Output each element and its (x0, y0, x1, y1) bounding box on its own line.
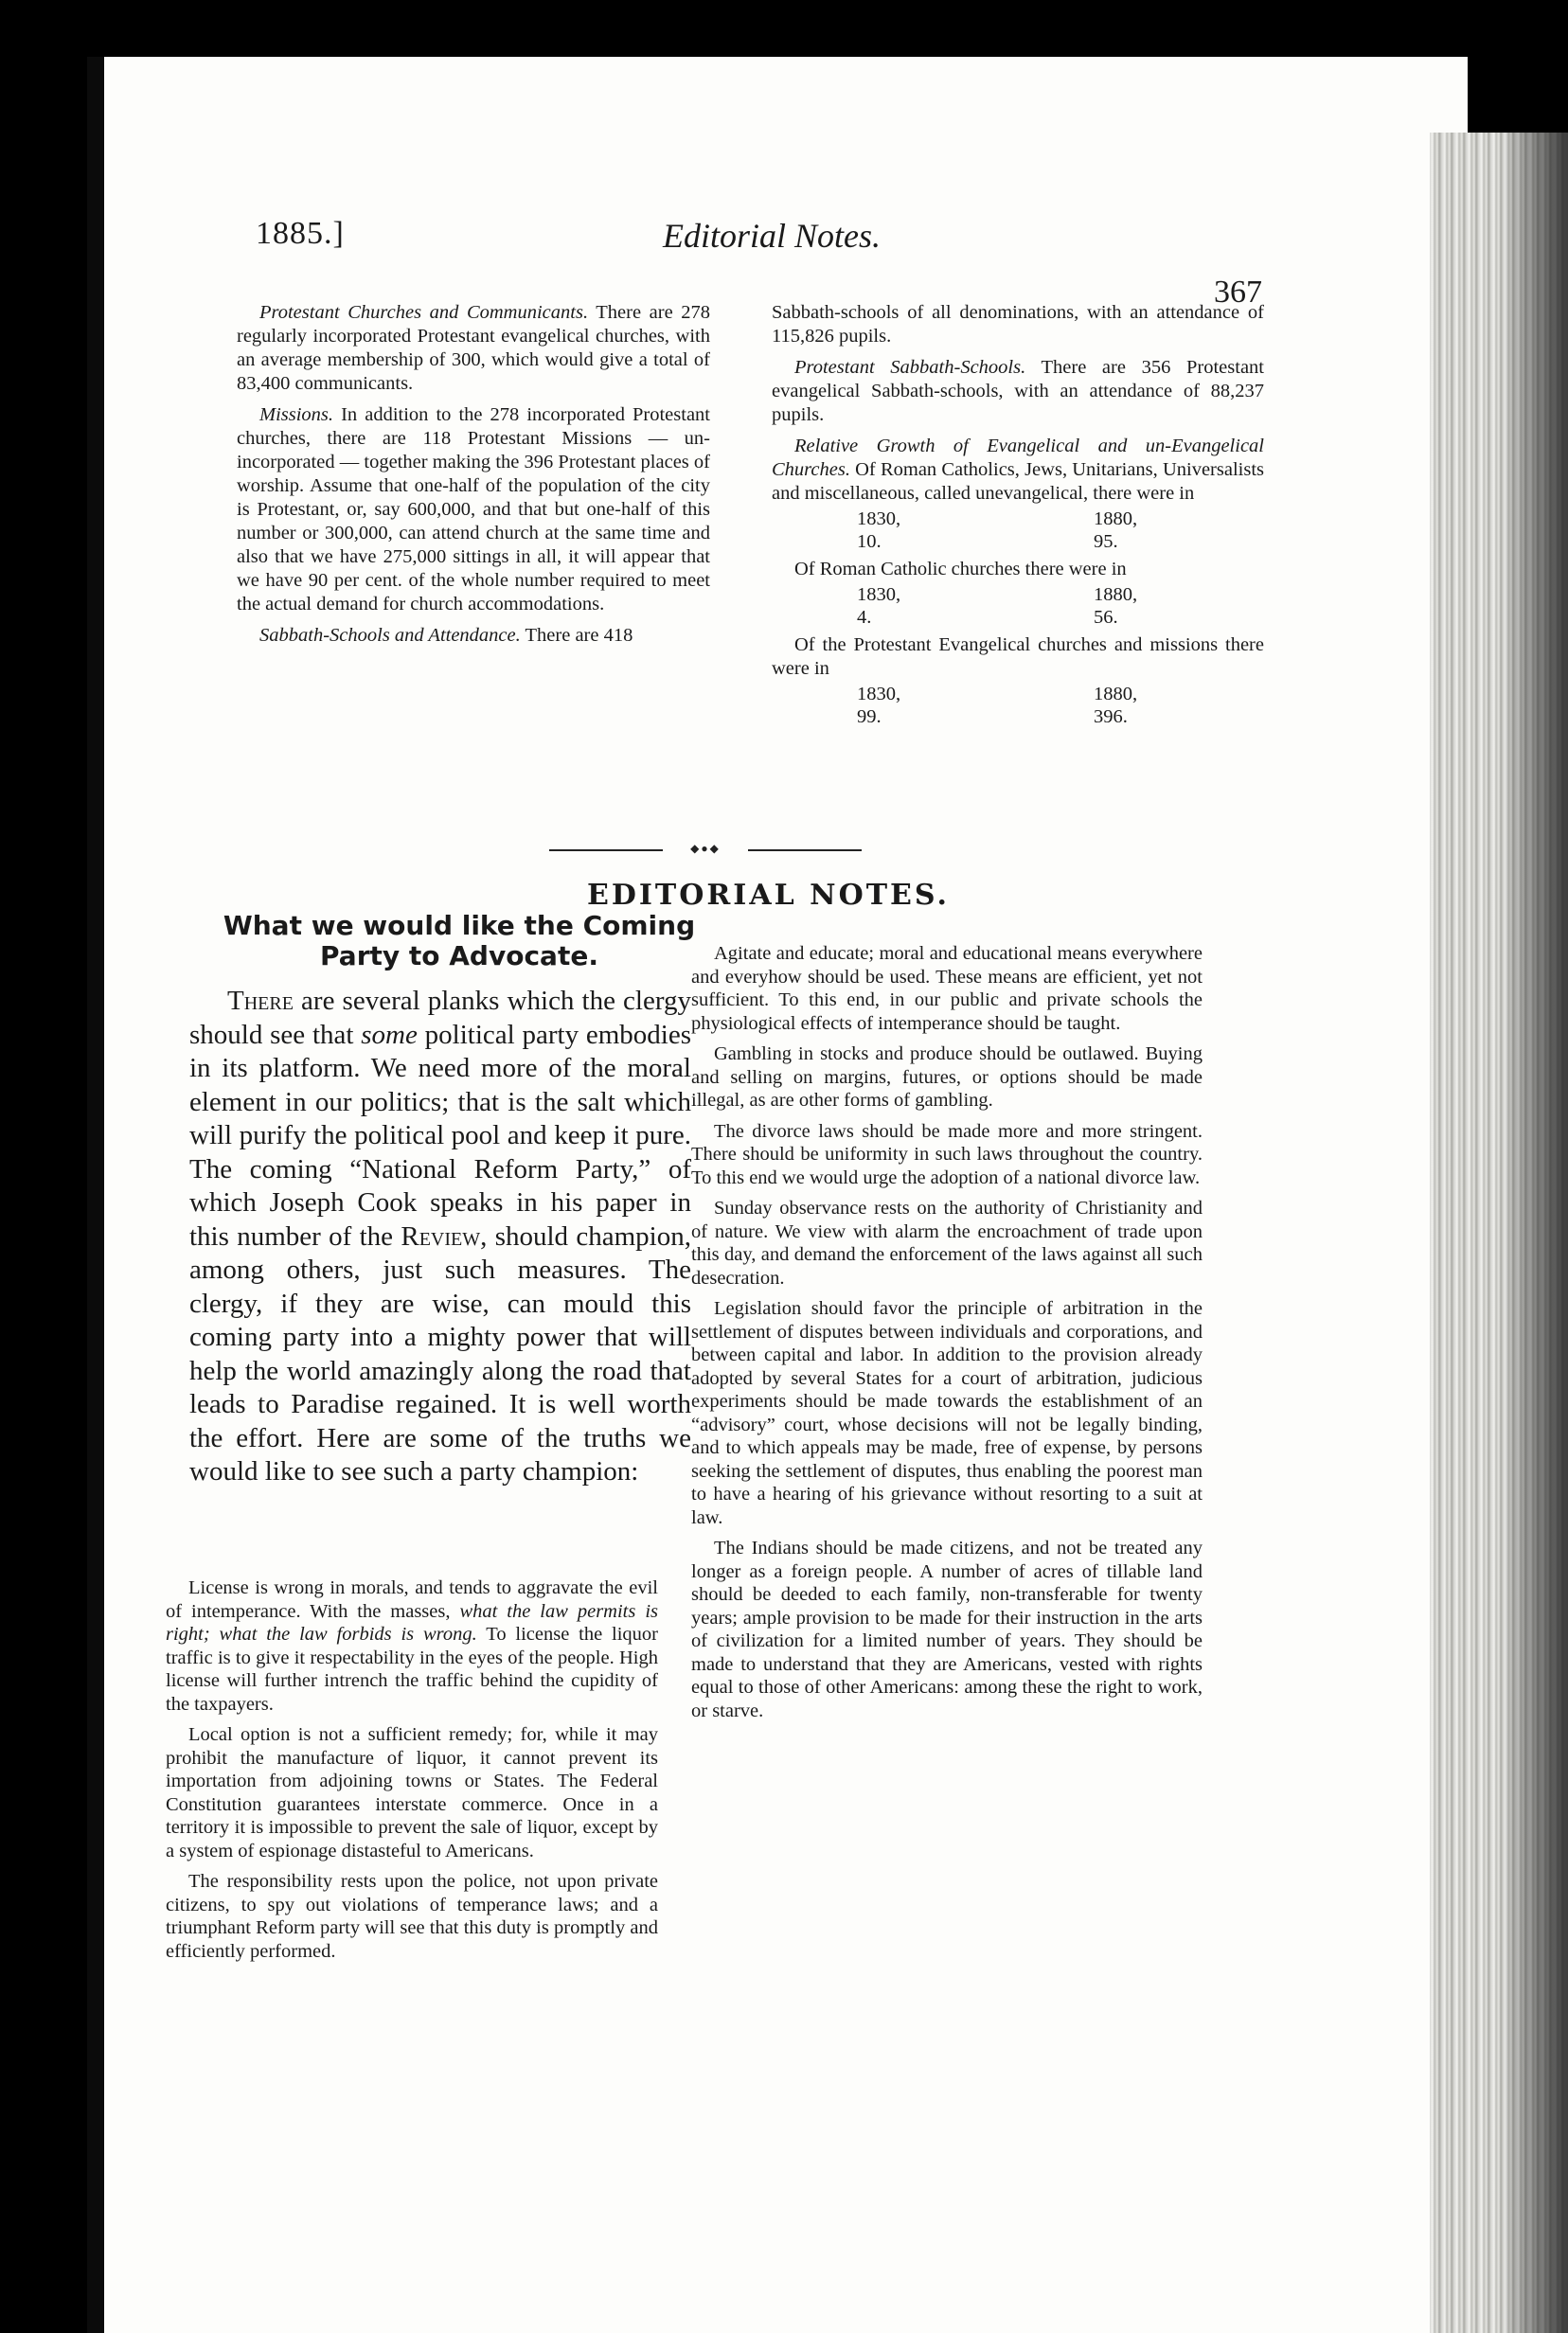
paragraph: Local option is not a sufficient remedy; for, while it may prohibit the manufacture of liquor, it cannot prevent its importation from adjoining towns or States. The Federal Constitution guarantees interstate commerce. Once in a territory it is impossible to prevent the sale of liquor, except by a system of espionage distasteful to Americans. (166, 1724, 658, 1861)
value-row: 10. 95. (857, 531, 1118, 552)
year-row: 1830, 1880, (857, 584, 1138, 605)
paragraph: Of Roman Catholic churches there were in (794, 559, 1127, 579)
paragraph: The divorce laws should be made more and more stringent. There should be uniformity in such laws throughout the country. To this end we would urge the adoption of a national divorce law. (691, 1120, 1203, 1188)
article-left-column (166, 1576, 658, 1970)
paragraph: There are several planks which the clergy should see that some political party embodies in its platform. We need more of the moral element in our politics; that is the salt which will purify the political pool and keep it pure. The coming “National Reform Party,” of which Joseph Cook speaks in his paper in this number of the Review, should champion, among others, just such measures. The clergy, if they are wise, can mould this coming party into a mighty power that will help the world amazingly along the road that leads to Paradise regained. It is well worth the effort. Here are some of the truths we would like to see such a party champion: (189, 986, 691, 1487)
paragraph: Missions. In addition to the 278 incorporated Protestant churches, there are 118 Protestant Missions — un-incorporated — together making the 396 Protestant places of worship. Assume that one-half of the population of the city is Protestant, or, say 600,000, and that but one-half of this number or 300,000, can attend church at the same time and also that we have 275,000 sittings in all, it will appear that we have 90 per cent. of the whole number required to meet the actual demand for church accommodations. (237, 404, 710, 614)
paragraph: Protestant Sabbath-Schools. There are 356 Protestant evangelical Sabbath-schools, with an attendance of 88,237 pupils. (772, 357, 1264, 425)
paragraph: Gambling in stocks and produce should be outlawed. Buying and selling on margins, futures, or options should be made illegal, as are other forms of gambling. (691, 1043, 1203, 1111)
paragraph: Sunday observance rests on the authority of Christianity and of nature. We view with alarm the encroachment of trade upon this day, and demand the enforcement of the laws against all such desecration. (691, 1198, 1203, 1289)
statistics-left-column (237, 301, 710, 655)
ornamental-rule (549, 842, 862, 855)
year-row: 1830, 1880, (857, 508, 1138, 529)
paragraph: Of the Protestant Evangelical churches and missions there were in (772, 634, 1264, 679)
paragraph: Relative Growth of Evangelical and un-Evangelical Churches. Of Roman Catholics, Jews, Unitarians, Universalists and miscellaneous, called unevangelical, there were in (772, 436, 1264, 504)
article-title: What we would like the Coming Party to Advocate. (223, 910, 696, 971)
paragraph: License is wrong in morals, and tends to aggravate the evil of intemperance. With the masses, what the law permits is right; what the law forbids is wrong. To license the liquor traffic is to give it respectability in the eyes of the people. High license will further intrench the traffic behind the cupidity of the taxpayers. (166, 1577, 658, 1715)
rule-ornament: ◆●◆ (663, 842, 748, 855)
article-intro (189, 985, 691, 1489)
article-right-column (691, 942, 1203, 1730)
paragraph: The responsibility rests upon the police, not upon private citizens, to spy out violations of temperance laws; and a triumphant Reform party will see that this duty is promptly and efficiently performed. (166, 1871, 658, 1962)
year-row: 1830, 1880, (857, 684, 1138, 704)
section-heading: EDITORIAL NOTES. (587, 879, 950, 912)
paragraph: Protestant Churches and Communicants. There are 278 regularly incorporated Protestant evangelical churches, with an average membership of 300, which would give a total of 83,400 communicants. (237, 302, 711, 394)
page-number: 367 (1214, 275, 1262, 310)
value-row: 4. 56. (857, 607, 1118, 628)
page-edges-shadow (1506, 133, 1568, 2333)
running-head-title: Editorial Notes. (663, 217, 882, 255)
running-head-year: 1885.] (256, 216, 345, 251)
paragraph: Sabbath-schools of all denominations, with an attendance of 115,826 pupils. (772, 302, 1264, 347)
paragraph: The Indians should be made citizens, and not be treated any longer as a foreign people. A number of acres of tillable land should be deeded to each family, non-transferable for twenty years; ample provision to be made for their instruction in the arts of civilization for a limited number of years. They should be made to understand that they are Americans, vested with rights equal to those of other Americans: among these the right to work, or starve. (691, 1538, 1203, 1721)
statistics-right-column (772, 301, 1264, 731)
value-row: 99. 396. (857, 706, 1128, 727)
paragraph: Sabbath-Schools and Attendance. There are 418 (259, 625, 633, 646)
paragraph: Legislation should favor the principle of arbitration in the settlement of disputes between individuals and corporations, and between capital and labor. In addition to the provision already adopted by several States for a court of arbitration, judicious experiments should be made towards the establishment of an “advisory” court, whose decisions will not be legally binding, and to which appeals may be made, free of expense, by persons seeking the settlement of disputes, thus enabling the poorest man to have a hearing of his grievance without resorting to a suit at law. (691, 1298, 1203, 1528)
paragraph: Agitate and educate; moral and educational means everywhere and everyhow should be used. These means are efficient, yet not sufficient. To this end, in our public and private schools the physiological effects of intemperance should be taught. (691, 943, 1203, 1034)
